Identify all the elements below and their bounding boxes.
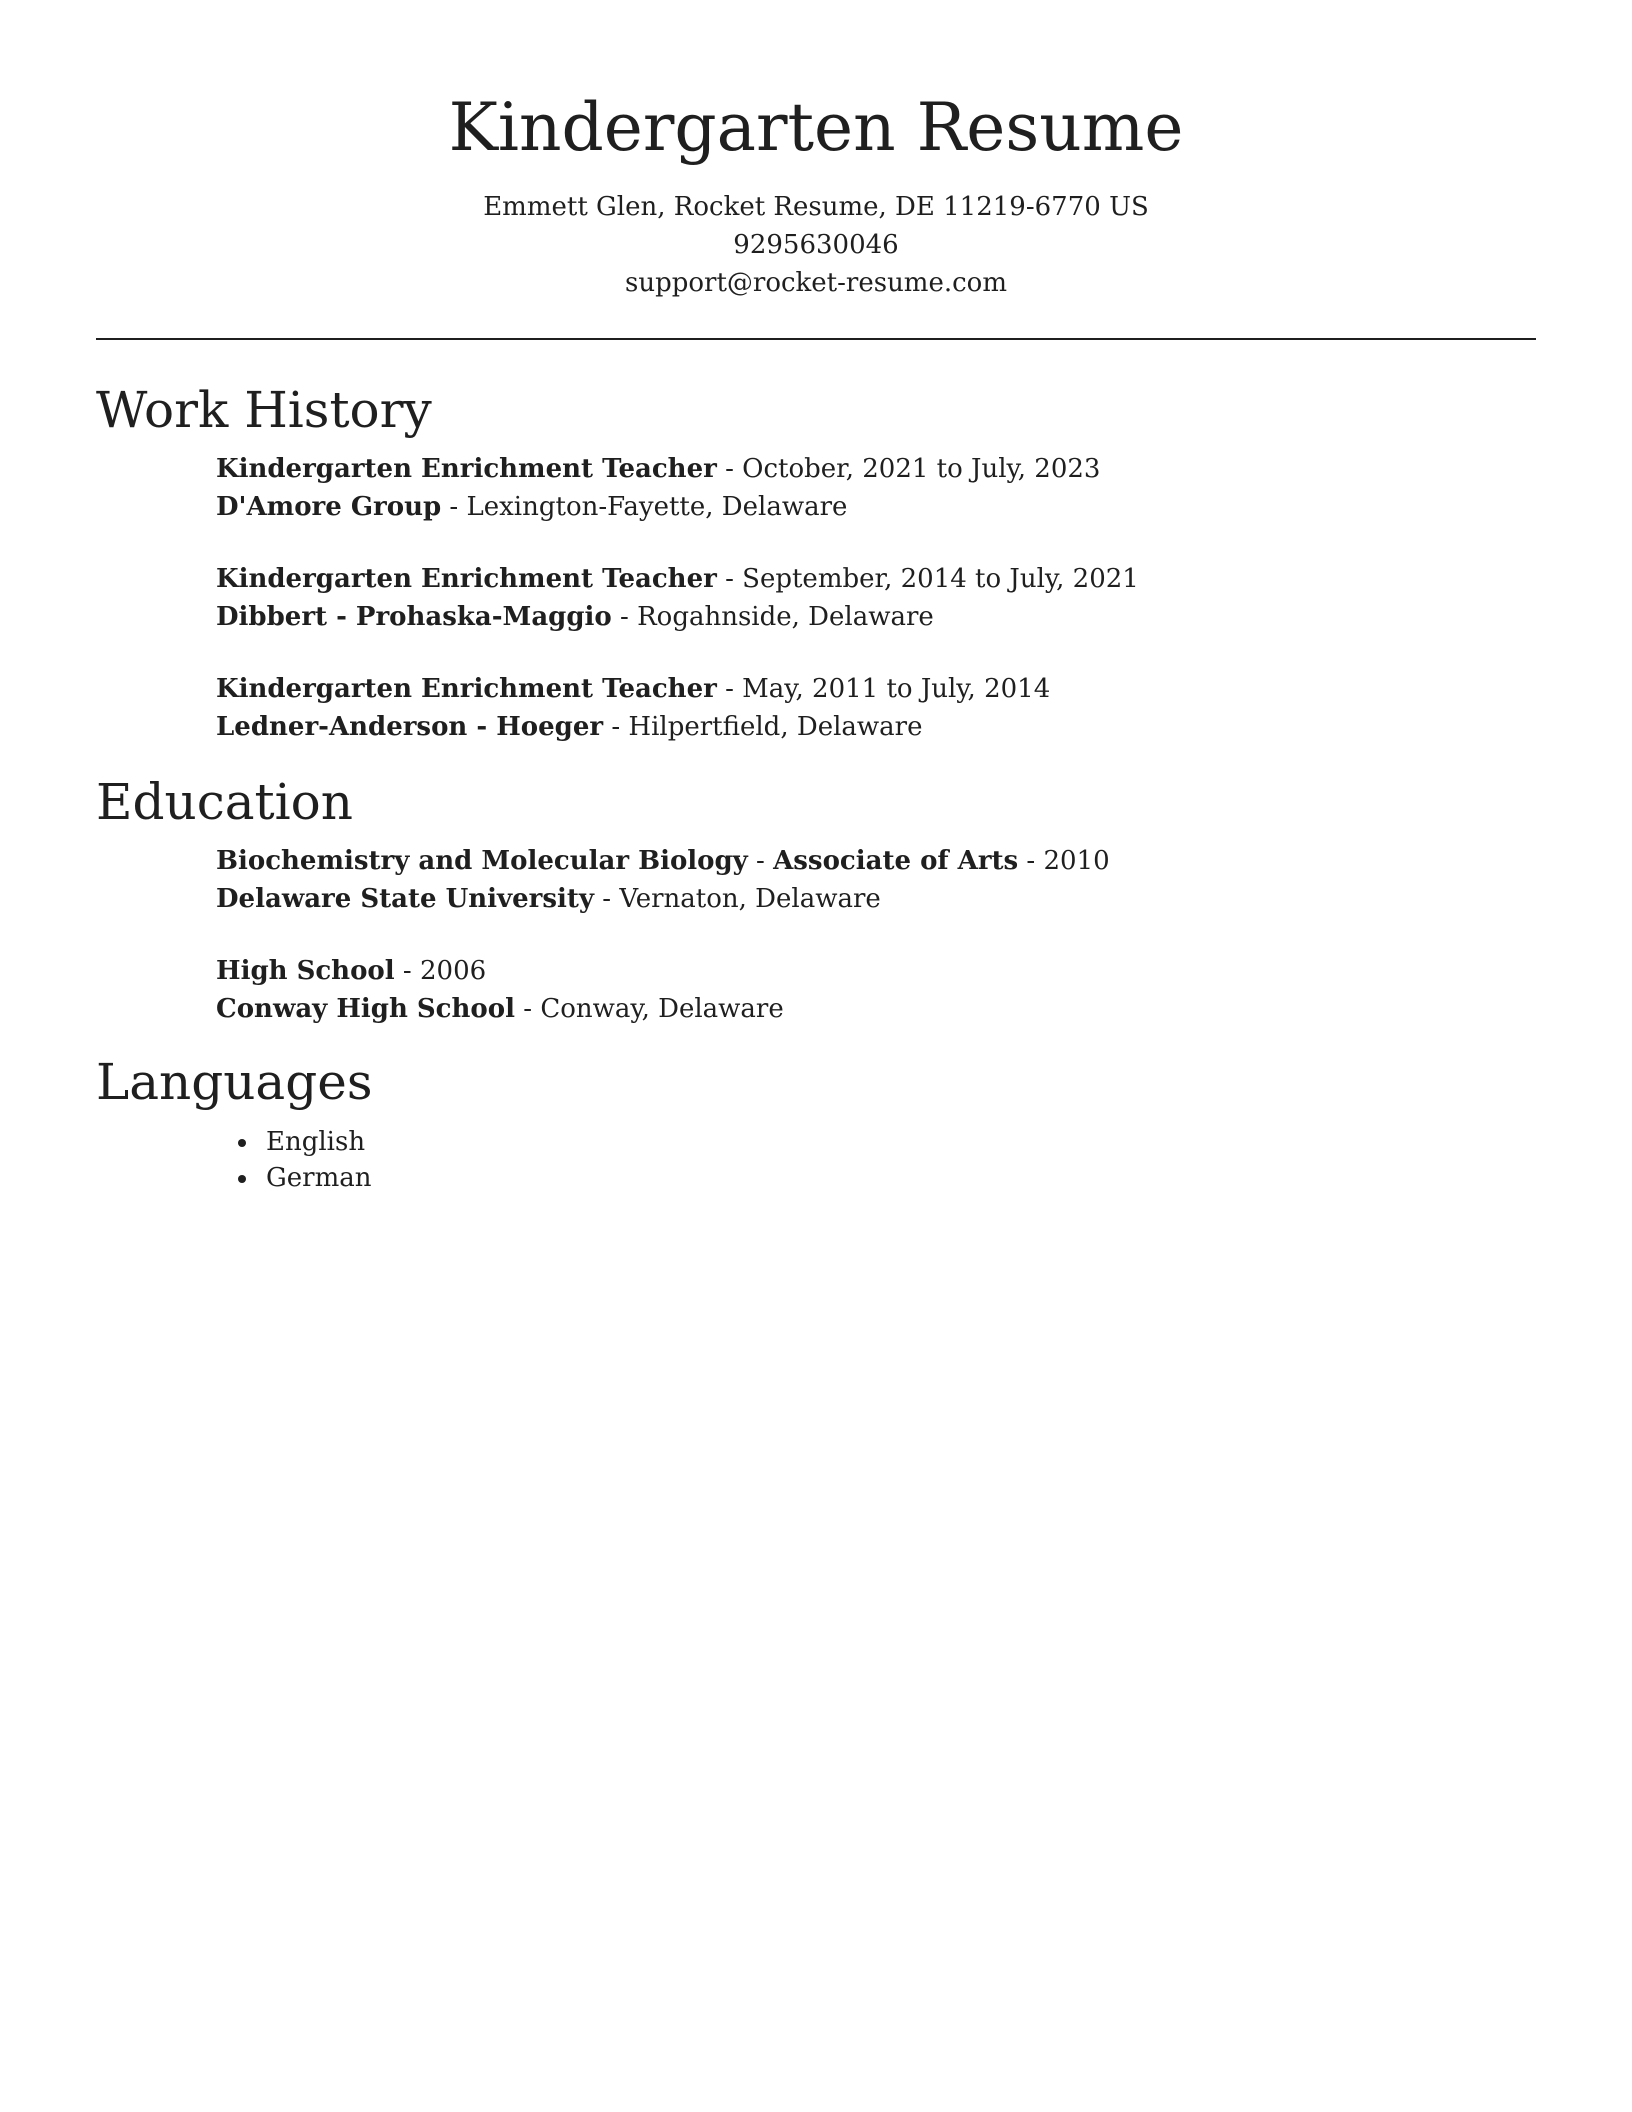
work-entry-employer-line (216, 598, 1536, 636)
work-history-list (216, 450, 1536, 746)
separator: - (747, 846, 774, 876)
header-divider (96, 338, 1536, 340)
separator: - (716, 674, 743, 704)
school-name: Delaware State University (216, 884, 595, 914)
school-location: Conway, Delaware (540, 994, 784, 1024)
job-role: Kindergarten Enrichment Teacher (216, 564, 717, 594)
separator: - (603, 712, 629, 742)
education-entry (216, 842, 1536, 918)
job-dates: May, 2011 to July, 2014 (742, 674, 1051, 704)
job-role: Kindergarten Enrichment Teacher (216, 674, 717, 704)
work-entry (216, 670, 1536, 746)
separator: - (611, 602, 638, 632)
separator: - (514, 994, 541, 1024)
separator: - (716, 454, 743, 484)
separator: - (594, 884, 620, 914)
work-entry (216, 560, 1536, 636)
job-dates: October, 2021 to July, 2023 (742, 454, 1101, 484)
contact-email: support@rocket-resume.com (624, 268, 1007, 298)
employer-location: Rogahnside, Delaware (637, 602, 934, 632)
education-entry-title-line (216, 842, 1536, 880)
work-entry-employer-line (216, 708, 1536, 746)
school-location: Vernaton, Delaware (619, 884, 881, 914)
separator: - (1018, 846, 1044, 876)
resume-title: Kindergarten Resume (448, 89, 1184, 166)
employer-location: Hilpertfield, Delaware (628, 712, 923, 742)
work-entry-title-line (216, 670, 1536, 708)
separator: - (394, 956, 420, 986)
contact-address: Emmett Glen, Rocket Resume, DE 11219-6770 US (483, 192, 1149, 222)
section-title-work-history: Work History (96, 381, 432, 439)
employer-location: Lexington-Fayette, Delaware (466, 492, 848, 522)
job-dates: September, 2014 to July, 2021 (742, 564, 1139, 594)
employer-name: Dibbert - Prohaska-Maggio (216, 602, 612, 632)
work-entry-employer-line (216, 488, 1536, 526)
education-field: Biochemistry and Molecular Biology (216, 846, 748, 876)
education-entry-title-line (216, 952, 1536, 990)
job-role: Kindergarten Enrichment Teacher (216, 454, 717, 484)
education-entry-school-line (216, 880, 1536, 918)
contact-phone: 9295630046 (733, 230, 899, 260)
school-name: Conway High School (216, 994, 515, 1024)
separator: - (441, 492, 467, 522)
education-year: 2010 (1043, 846, 1110, 876)
languages-list (96, 1124, 1536, 1196)
language-item: • German (260, 1160, 1536, 1196)
work-entry (216, 450, 1536, 526)
employer-name: D'Amore Group (216, 492, 442, 522)
resume-page (96, 0, 1536, 1196)
employer-name: Ledner-Anderson - Hoeger (216, 712, 604, 742)
education-degree: Associate of Arts (773, 846, 1019, 876)
work-entry-title-line (216, 450, 1536, 488)
section-title-education: Education (96, 773, 353, 831)
separator: - (716, 564, 743, 594)
section-title-languages: Languages (96, 1053, 373, 1111)
contact-info (96, 188, 1536, 302)
education-entry (216, 952, 1536, 1028)
education-field: High School (216, 956, 395, 986)
resume-header (96, 0, 1536, 302)
education-year: 2006 (419, 956, 487, 986)
language-item: • English (260, 1124, 1536, 1160)
education-list (216, 842, 1536, 1028)
education-entry-school-line (216, 990, 1536, 1028)
work-entry-title-line (216, 560, 1536, 598)
